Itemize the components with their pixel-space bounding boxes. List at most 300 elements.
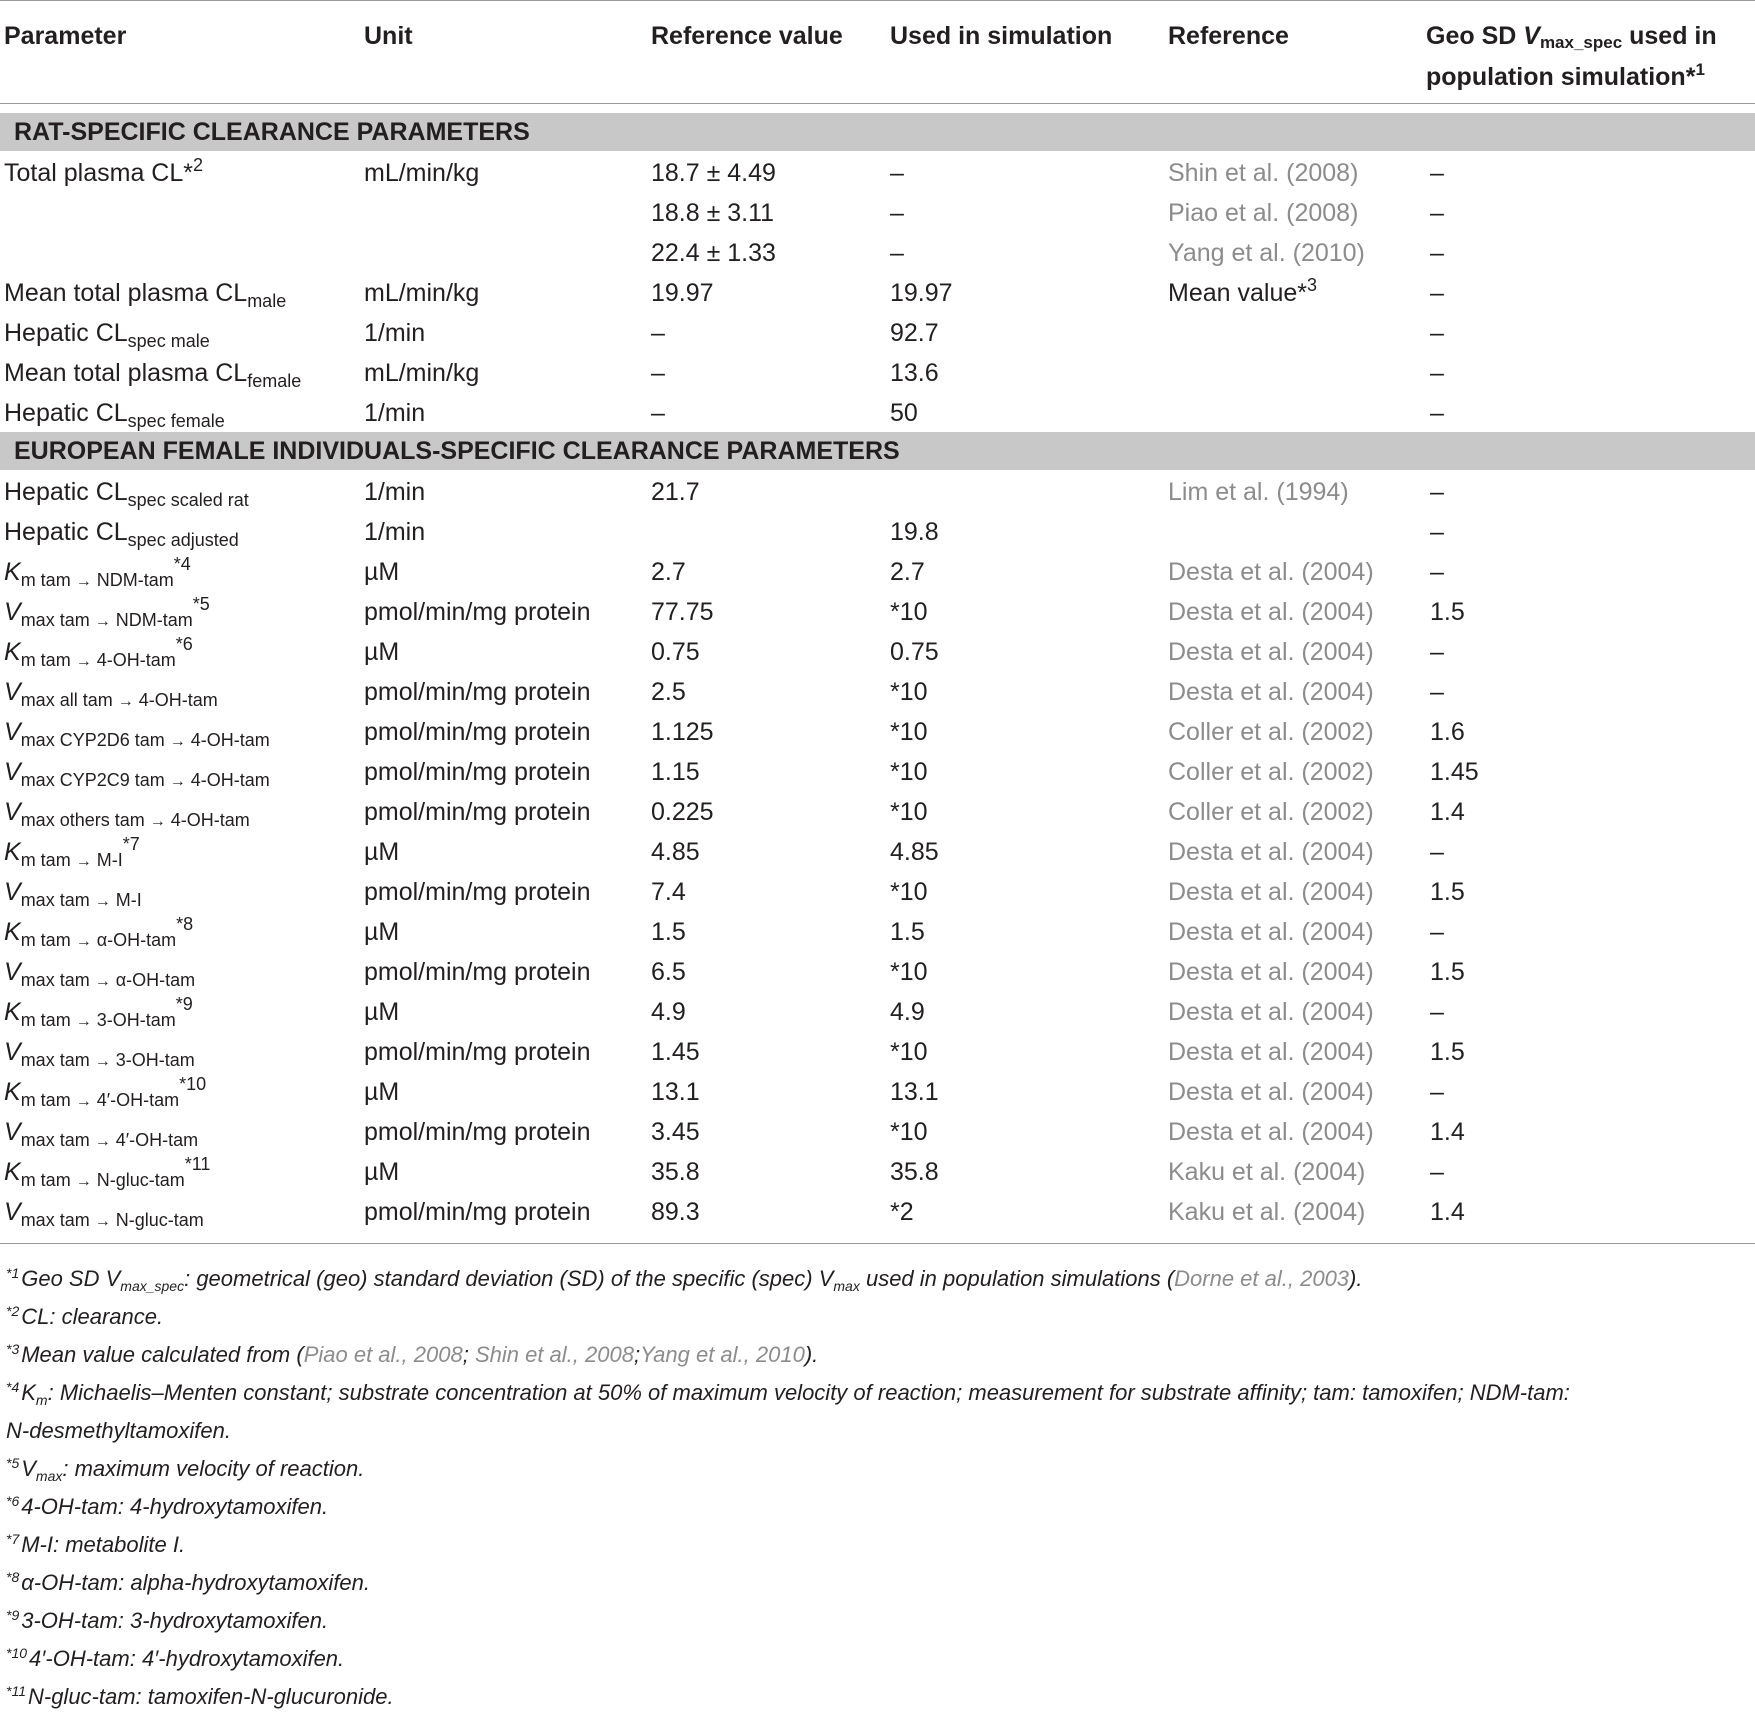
subscript-product: 4-OH-tam: [170, 810, 250, 830]
cell-reference-value: 1.15: [651, 758, 700, 786]
parameter-subscript: [21, 1050, 195, 1070]
parameter-subscript: [21, 1170, 185, 1190]
cell-reference: [1168, 1152, 1365, 1192]
reference-text: Mean value*: [1168, 279, 1307, 307]
cell-unit: mL/min/kg: [364, 279, 480, 307]
cell-unit: 1/min: [364, 319, 426, 347]
cell-used-in-simulation: *10: [890, 678, 928, 706]
reference-text: Coller et al. (2002): [1168, 718, 1374, 746]
footnote-4: $^{*4}K_m$: Michaelis–Menten constant; substrate concentration at 50% of maximum velocity of reaction; measurement for substrate affinity; tam: tamoxifen; NDM-tam:: [6, 1379, 1570, 1408]
cell-reference: [1168, 1192, 1365, 1232]
parameter-subscript: [21, 690, 218, 710]
cell-reference: [1168, 672, 1374, 712]
parameter-symbol: V: [4, 1038, 21, 1066]
parameter-footnote-mark: *7: [122, 834, 140, 854]
cell-unit: µM: [364, 558, 400, 586]
arrow-glyph: →: [94, 893, 111, 910]
cell-used-in-simulation: 1.5: [890, 918, 925, 946]
table-row: [0, 712, 1755, 752]
parameter-footnote-mark: *11: [184, 1154, 211, 1174]
reference-text: Coller et al. (2002): [1168, 758, 1374, 786]
parameter-footnote-mark: *9: [175, 994, 193, 1014]
table-row: [0, 952, 1755, 992]
cell-parameter: [4, 832, 140, 876]
cell-unit: pmol/min/mg protein: [364, 1038, 591, 1066]
parameter-symbol: Mean total plasma CL: [4, 359, 248, 387]
subscript-text: m tam: [20, 570, 71, 590]
cell-unit: µM: [364, 638, 400, 666]
cell-reference: [1168, 952, 1374, 992]
cell-reference-value: 2.5: [651, 678, 686, 706]
parameter-subscript: [21, 730, 270, 750]
col-header-geo-sd: Geo SD Vmax_spec used in population simulation*$^1$: [1426, 22, 1717, 91]
parameter-symbol: K: [4, 918, 21, 946]
table-row: [0, 1152, 1755, 1192]
subscript-text: max tam: [20, 1050, 90, 1070]
subscript-product: 4′-OH-tam: [115, 1130, 199, 1150]
reference-text: Desta et al. (2004): [1168, 1078, 1374, 1106]
reference-text: Yang et al. (2010): [1168, 239, 1365, 267]
cell-reference-value: 18.8 ± 3.11: [651, 199, 775, 227]
reference-footnote-mark: 3: [1306, 275, 1317, 295]
cell-geo-sd: 1.5: [1430, 598, 1465, 626]
cell-reference: [1168, 872, 1374, 912]
reference-text: Desta et al. (2004): [1168, 878, 1374, 906]
subscript-text: m tam: [20, 930, 71, 950]
cell-geo-sd: 1.5: [1430, 1038, 1465, 1066]
cell-parameter: [4, 952, 195, 996]
reference-text: Shin et al. (2008): [1168, 159, 1359, 187]
cell-unit: pmol/min/mg protein: [364, 878, 591, 906]
cell-unit: 1/min: [364, 399, 426, 427]
parameter-subscript: [21, 890, 142, 910]
parameter-subscript: [21, 850, 123, 870]
cell-geo-sd: –: [1430, 838, 1444, 866]
parameter-subscript: [21, 930, 176, 950]
cell-unit: 1/min: [364, 478, 426, 506]
arrow-glyph: →: [75, 853, 92, 870]
cell-geo-sd: –: [1430, 558, 1444, 586]
cell-used-in-simulation: *2: [890, 1198, 914, 1226]
reference-text: Coller et al. (2002): [1168, 798, 1374, 826]
cell-reference-value: 6.5: [651, 958, 686, 986]
table-row: [0, 632, 1755, 672]
table-row: [0, 1032, 1755, 1072]
cell-reference: [1168, 273, 1317, 315]
cell-reference-value: 7.4: [651, 878, 686, 906]
cell-reference-value: 35.8: [651, 1158, 700, 1186]
col-header-used-in-simulation: Used in simulation: [890, 22, 1113, 50]
cell-reference: [1168, 472, 1349, 512]
cell-used-in-simulation: 4.85: [890, 838, 939, 866]
cell-used-in-simulation: 19.8: [890, 518, 939, 546]
cell-parameter: [4, 632, 193, 676]
parameter-symbol: Mean total plasma CL: [4, 279, 248, 307]
reference-text: Desta et al. (2004): [1168, 678, 1374, 706]
cell-parameter: [4, 1072, 206, 1116]
cell-reference-value: 0.75: [651, 638, 700, 666]
table-header: [0, 0, 1755, 104]
arrow-glyph: →: [149, 813, 166, 830]
cell-used-in-simulation: 19.97: [890, 279, 953, 307]
cell-reference-value: 1.45: [651, 1038, 700, 1066]
reference-text: Desta et al. (2004): [1168, 918, 1374, 946]
table-row: [0, 233, 1755, 273]
cell-unit: µM: [364, 1158, 400, 1186]
cell-reference: [1168, 233, 1365, 273]
parameter-subscript: [21, 570, 174, 590]
table-row: [0, 912, 1755, 952]
arrow-glyph: →: [94, 973, 111, 990]
table-row: [0, 872, 1755, 912]
arrow-glyph: →: [117, 693, 134, 710]
subscript-text: max others tam: [20, 810, 145, 830]
cell-parameter: [4, 353, 301, 395]
cell-geo-sd: –: [1430, 319, 1444, 347]
parameter-symbol: Hepatic CL: [4, 478, 128, 506]
cell-parameter: [4, 1192, 204, 1236]
arrow-glyph: →: [94, 1213, 111, 1230]
cell-unit: pmol/min/mg protein: [364, 798, 591, 826]
subscript-text: male: [247, 291, 287, 311]
subscript-text: spec scaled rat: [127, 490, 249, 510]
cell-used-in-simulation: *10: [890, 1038, 928, 1066]
parameter-footnote-mark: 2: [192, 155, 203, 175]
subscript-text: max tam: [20, 970, 90, 990]
subscript-product: 4′-OH-tam: [96, 1090, 180, 1110]
footnote-7: $^{*7}$M-I: metabolite I.: [6, 1531, 186, 1557]
cell-unit: 1/min: [364, 518, 426, 546]
arrow-glyph: →: [94, 1133, 111, 1150]
parameter-subscript: [247, 291, 286, 311]
cell-used-in-simulation: 2.7: [890, 558, 925, 586]
parameter-subscript: [21, 1090, 179, 1110]
cell-reference: [1168, 1112, 1374, 1152]
cell-geo-sd: 1.5: [1430, 878, 1465, 906]
reference-text: Desta et al. (2004): [1168, 598, 1374, 626]
parameter-symbol: Hepatic CL: [4, 518, 128, 546]
cell-parameter: [4, 1152, 210, 1196]
subscript-product: α-OH-tam: [96, 930, 177, 950]
reference-text: Desta et al. (2004): [1168, 1118, 1374, 1146]
parameter-symbol: V: [4, 1118, 21, 1146]
subscript-product: 4-OH-tam: [190, 770, 270, 790]
cell-used-in-simulation: *10: [890, 1118, 928, 1146]
table-row: [0, 552, 1755, 592]
cell-geo-sd: 1.4: [1430, 798, 1465, 826]
parameter-subscript: [21, 810, 250, 830]
cell-parameter: [4, 792, 250, 836]
parameter-subscript: [21, 1010, 176, 1030]
cell-reference-value: 22.4 ± 1.33: [651, 239, 776, 267]
arrow-glyph: →: [75, 1173, 92, 1190]
cell-parameter: [4, 712, 270, 756]
arrow-glyph: →: [75, 1093, 92, 1110]
cell-reference-value: 18.7 ± 4.49: [651, 159, 776, 187]
col-header-parameter: Parameter: [4, 22, 127, 50]
cell-reference: [1168, 193, 1358, 233]
cell-reference-value: 0.225: [651, 798, 714, 826]
cell-parameter: [4, 912, 193, 956]
reference-text: Desta et al. (2004): [1168, 1038, 1374, 1066]
parameter-subscript: [21, 1130, 198, 1150]
cell-reference: [1168, 153, 1358, 193]
cell-unit: pmol/min/mg protein: [364, 1118, 591, 1146]
subscript-text: max CYP2D6 tam: [20, 730, 165, 750]
arrow-glyph: →: [75, 933, 92, 950]
cell-geo-sd: 1.4: [1430, 1118, 1465, 1146]
subscript-text: female: [247, 371, 302, 391]
cell-reference: [1168, 712, 1374, 752]
cell-reference: [1168, 992, 1374, 1032]
cell-parameter: [4, 872, 142, 916]
cell-geo-sd: –: [1430, 239, 1444, 267]
cell-geo-sd: –: [1430, 678, 1444, 706]
subscript-product: 3-OH-tam: [96, 1010, 176, 1030]
reference-text: Desta et al. (2004): [1168, 838, 1374, 866]
cell-used-in-simulation: 0.75: [890, 638, 939, 666]
cell-parameter: [4, 1112, 198, 1156]
reference-text: Desta et al. (2004): [1168, 998, 1374, 1026]
cell-reference-value: 4.85: [651, 838, 700, 866]
arrow-glyph: →: [75, 1013, 92, 1030]
table-row: [0, 153, 1755, 193]
parameter-subscript: [21, 970, 195, 990]
table-row: [0, 193, 1755, 233]
parameter-symbol: K: [4, 838, 21, 866]
parameter-symbol: K: [4, 558, 21, 586]
cell-reference: [1168, 912, 1374, 952]
cell-unit: µM: [364, 1078, 400, 1106]
footnote-2: $^{*2}$CL: clearance.: [6, 1303, 164, 1329]
subscript-product: N-gluc-tam: [96, 1170, 185, 1190]
footnote-1: $^{*1}$Geo SD $V_{max\_spec}$: geometrical (geo) standard deviation (SD) of the specific (spec) $V_{max}$ used in population simulations (Dorne et al., 2003).: [6, 1265, 1363, 1294]
subscript-text: m tam: [20, 850, 71, 870]
subscript-text: spec male: [127, 331, 210, 351]
subscript-text: max tam: [20, 1210, 90, 1230]
cell-unit: pmol/min/mg protein: [364, 718, 591, 746]
arrow-glyph: →: [169, 773, 186, 790]
cell-parameter: [4, 752, 270, 796]
cell-used-in-simulation: *10: [890, 718, 928, 746]
cell-reference: [1168, 1072, 1374, 1112]
cell-geo-sd: 1.45: [1430, 758, 1479, 786]
subscript-product: 3-OH-tam: [115, 1050, 195, 1070]
cell-geo-sd: –: [1430, 399, 1444, 427]
footnote-4-continued: N-desmethyltamoxifen.: [6, 1418, 231, 1443]
footnote-11: $^{*11}$N-gluc-tam: tamoxifen-N-glucuronide.: [6, 1683, 394, 1709]
table-row: [0, 1112, 1755, 1152]
cell-used-in-simulation: –: [890, 199, 904, 227]
subscript-text: spec female: [127, 411, 225, 431]
section-european-female: [0, 432, 1755, 470]
cell-reference: [1168, 1032, 1374, 1072]
subscript-product: M-I: [115, 890, 142, 910]
cell-used-in-simulation: *10: [890, 958, 928, 986]
reference-text: Desta et al. (2004): [1168, 638, 1374, 666]
arrow-glyph: →: [169, 733, 186, 750]
table-row: [0, 1192, 1755, 1232]
parameter-footnote-mark: *10: [179, 1074, 207, 1094]
parameter-symbol: V: [4, 758, 21, 786]
table-row: [0, 353, 1755, 393]
subscript-text: m tam: [20, 1090, 71, 1110]
reference-text: Kaku et al. (2004): [1168, 1158, 1366, 1186]
cell-geo-sd: –: [1430, 918, 1444, 946]
parameter-symbol: K: [4, 638, 21, 666]
cell-used-in-simulation: *10: [890, 758, 928, 786]
footnote-9: $^{*9}$3-OH-tam: 3-hydroxytamoxifen.: [6, 1607, 329, 1633]
cell-reference: [1168, 632, 1374, 672]
parameter-subscript: [128, 490, 249, 510]
reference-text: Kaku et al. (2004): [1168, 1198, 1366, 1226]
cell-geo-sd: –: [1430, 1078, 1444, 1106]
subscript-text: max tam: [20, 1130, 90, 1150]
table-row: [0, 512, 1755, 552]
subscript-text: max CYP2C9 tam: [20, 770, 165, 790]
cell-reference: [1168, 752, 1374, 792]
cell-parameter: [4, 512, 239, 554]
footnote-5: $^{*5}V_{max}$: maximum velocity of reaction.: [6, 1455, 365, 1484]
parameter-symbol: Hepatic CL: [4, 319, 128, 347]
cell-parameter: [4, 153, 203, 195]
cell-used-in-simulation: 35.8: [890, 1158, 939, 1186]
section-title: RAT-SPECIFIC CLEARANCE PARAMETERS: [14, 118, 530, 146]
cell-reference: [1168, 792, 1374, 832]
reference-text: Piao et al. (2008): [1168, 199, 1359, 227]
reference-text: Desta et al. (2004): [1168, 558, 1374, 586]
cell-used-in-simulation: 13.6: [890, 359, 939, 387]
cell-parameter: [4, 1032, 195, 1076]
cell-used-in-simulation: *10: [890, 598, 928, 626]
parameter-symbol: K: [4, 1158, 21, 1186]
cell-reference-value: 2.7: [651, 558, 686, 586]
cell-geo-sd: –: [1430, 638, 1444, 666]
cell-parameter: [4, 273, 286, 315]
cell-geo-sd: –: [1430, 1158, 1444, 1186]
table-row: [0, 1072, 1755, 1112]
arrow-glyph: →: [75, 573, 92, 590]
subscript-product: NDM-tam: [115, 610, 193, 630]
cell-unit: pmol/min/mg protein: [364, 958, 591, 986]
cell-unit: pmol/min/mg protein: [364, 598, 591, 626]
cell-parameter: [4, 552, 191, 596]
parameter-subscript: [247, 371, 301, 391]
footnote-6: $^{*6}$4-OH-tam: 4-hydroxytamoxifen.: [6, 1493, 329, 1519]
table-row: [0, 832, 1755, 872]
cell-unit: pmol/min/mg protein: [364, 1198, 591, 1226]
cell-parameter: [4, 313, 210, 355]
parameter-symbol: Hepatic CL: [4, 399, 128, 427]
section-title: EUROPEAN FEMALE INDIVIDUALS-SPECIFIC CLEARANCE PARAMETERS: [14, 437, 900, 465]
cell-unit: pmol/min/mg protein: [364, 678, 591, 706]
cell-parameter: [4, 472, 249, 514]
parameter-subscript: [21, 1210, 204, 1230]
parameter-symbol: Total plasma CL*: [4, 159, 193, 187]
subscript-product: N-gluc-tam: [115, 1210, 204, 1230]
footnote-3: $^{*3}$Mean value calculated from (Piao et al., 2008; Shin et al., 2008;Yang et al., 2010).: [6, 1341, 819, 1367]
cell-used-in-simulation: *10: [890, 798, 928, 826]
cell-geo-sd: –: [1430, 279, 1444, 307]
subscript-text: m tam: [20, 650, 71, 670]
subscript-text: spec adjusted: [127, 530, 239, 550]
subscript-text: max tam: [20, 610, 90, 630]
subscript-product: NDM-tam: [96, 570, 174, 590]
cell-reference-value: 21.7: [651, 478, 700, 506]
parameter-symbol: V: [4, 598, 21, 626]
parameter-subscript: [21, 650, 176, 670]
cell-reference-value: 4.9: [651, 998, 686, 1026]
cell-unit: µM: [364, 918, 400, 946]
parameter-symbol: V: [4, 718, 21, 746]
parameter-subscript: [128, 331, 210, 351]
parameter-symbol: V: [4, 958, 21, 986]
cell-reference-value: 89.3: [651, 1198, 700, 1226]
table-row: [0, 313, 1755, 353]
parameter-footnote-mark: *6: [175, 634, 193, 654]
table-row: [0, 792, 1755, 832]
subscript-text: m tam: [20, 1170, 71, 1190]
parameter-subscript: [128, 530, 239, 550]
reference-text: Lim et al. (1994): [1168, 478, 1349, 506]
cell-used-in-simulation: 4.9: [890, 998, 925, 1026]
parameter-footnote-mark: *8: [176, 914, 194, 934]
col-header-reference: Reference: [1168, 22, 1289, 50]
cell-geo-sd: –: [1430, 359, 1444, 387]
parameter-symbol: K: [4, 998, 21, 1026]
cell-reference: [1168, 592, 1374, 632]
reference-text: Desta et al. (2004): [1168, 958, 1374, 986]
section-rat-specific: [0, 113, 1755, 151]
cell-used-in-simulation: 13.1: [890, 1078, 939, 1106]
cell-parameter: [4, 592, 210, 636]
cell-geo-sd: –: [1430, 478, 1444, 506]
parameter-symbol: K: [4, 1078, 21, 1106]
subscript-text: max all tam: [20, 690, 113, 710]
arrow-glyph: →: [94, 1053, 111, 1070]
parameter-symbol: V: [4, 878, 21, 906]
cell-reference-value: –: [651, 319, 665, 347]
cell-unit: pmol/min/mg protein: [364, 758, 591, 786]
cell-parameter: [4, 393, 225, 435]
subscript-product: 4-OH-tam: [96, 650, 176, 670]
cell-geo-sd: –: [1430, 518, 1444, 546]
cell-geo-sd: 1.5: [1430, 958, 1465, 986]
cell-reference-value: –: [651, 359, 665, 387]
arrow-glyph: →: [75, 653, 92, 670]
parameter-subscript: [21, 770, 270, 790]
cell-geo-sd: –: [1430, 159, 1444, 187]
cell-unit: mL/min/kg: [364, 359, 480, 387]
cell-used-in-simulation: –: [890, 159, 904, 187]
table-row: [0, 472, 1755, 512]
subscript-text: max tam: [20, 890, 90, 910]
footnote-8: $^{*8}$α-OH-tam: alpha-hydroxytamoxifen.: [6, 1569, 371, 1595]
arrow-glyph: →: [94, 613, 111, 630]
cell-reference: [1168, 832, 1374, 872]
cell-geo-sd: 1.4: [1430, 1198, 1465, 1226]
subscript-product: M-I: [96, 850, 123, 870]
subscript-text: m tam: [20, 1010, 71, 1030]
parameter-subscript: [128, 411, 225, 431]
cell-used-in-simulation: *10: [890, 878, 928, 906]
table-row: [0, 393, 1755, 433]
cell-unit: µM: [364, 998, 400, 1026]
cell-geo-sd: –: [1430, 998, 1444, 1026]
parameter-symbol: V: [4, 678, 21, 706]
col-header-reference-value: Reference value: [651, 22, 843, 50]
cell-geo-sd: –: [1430, 199, 1444, 227]
